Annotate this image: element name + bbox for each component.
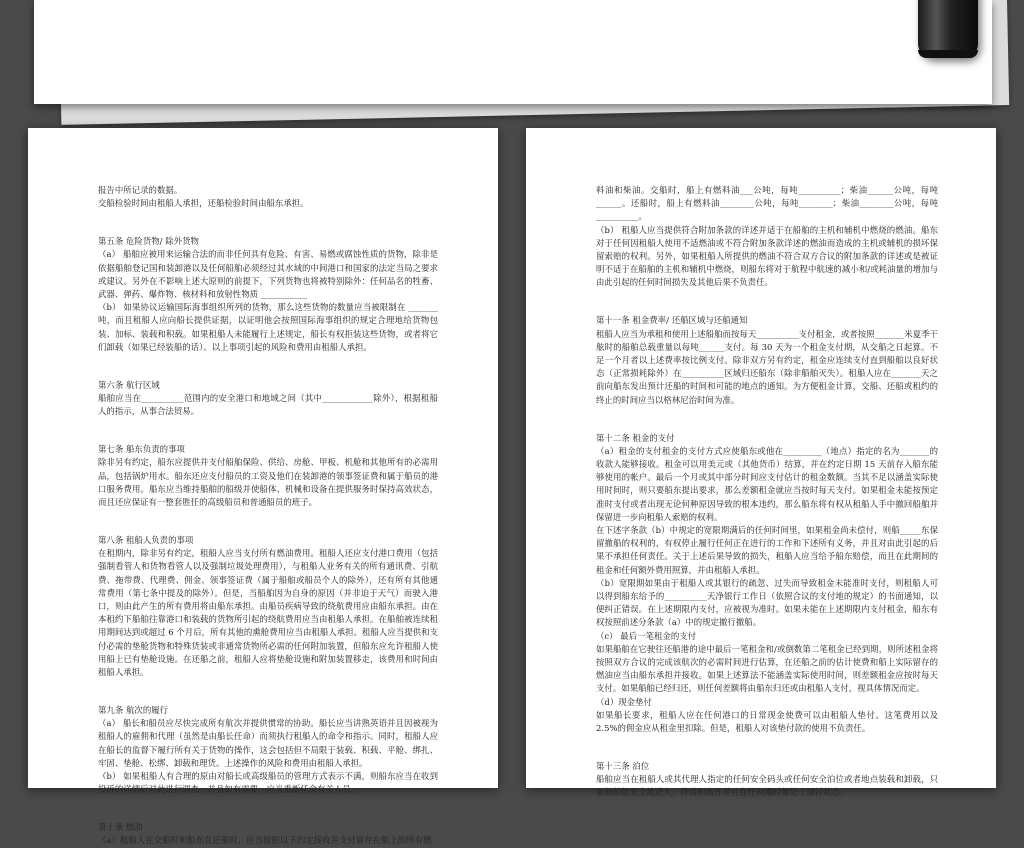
document-paragraph: 料油和柴油。交船时，船上有燃料油___公吨，每吨__________；柴油______公吨，每吨______。还船时，船上有燃料油________公吨，每吨________；柴油________公吨，每吨__________。 [596,185,938,222]
paragraph-spacer [98,362,438,370]
document-paragraph: 第九条 航次的履行 [98,705,169,715]
document-paragraph: （b） 租船人应当提供符合附加条款的详述并适于在船舶的主机和辅机中燃烧的燃油。船东对于任何因租船人使用不适燃油或不符合附加条款详述的燃油而造成的主机或辅机的损坏保留索赔的权利。另外，如果租船人所提供的燃油不符合双方合议的附加条款的详述或是被证明不适于在船舶的主机和辅机中燃烧，则船东将对于航程中航速的减小和/或耗油量的增加与由此引起的任何时间损失及其他后果不负责任。 [596,224,938,288]
document-page-left [28,128,498,846]
document-paragraph: 交船检验时间由租船人承担，还船检验时间由船东承担。 [98,198,309,209]
document-paragraph: 在租期内，除非另有约定，租船人应当支付所有燃油费用。租船人还应支付港口费用（包括强制看管人和货物看管人以及强制垃圾处理费用），与租船人业务有关的所有通讯费、引航费、拖带费、代理费、佣金、领事签证费（属于船舶或船员个人的除外），还有所有其他通常费用（第七条中提及的除外）。但是，当船舶因为自身的原因（并非迫于天气）而驶入港口，则由此产生的所有费用将由船东承担。由船员疾病导致的绕航费用应由船东承担。由在本租约下船舶往靠港口和装载的货物所引起的绕航费用应当由租船人承担。在船舶被连续租用期间达到或超过 6 个月后，所有其他的熏舱费用应当由租船人承担。租船人应当提供和支付必需的垫舱货物和特殊货装或非通常货物所必需的任何附加装置，但船东应允许租船人使用船上已有垫舱设施。在还船之前，租船人应将垫舱设施和附加装置移走，该费用和时间由租船人承担。 [98,548,438,678]
document-paragraph: 如果船舶在它驶往还船港的途中最后一笔租金和/或倒数第二笔租金已经到期，则所述租金将按照双方合议的完成该航次的必需时间进行估算，在还船之前的估计使费和船上实际留存的燃油应当由船东承担并接收。如果上述算法不能涵盖实际使用时间，则差额租金应按时每天支付。如果船舶已经归还，则任何差额将由船东归还或由租船人支付，视具体情况而定。 [596,643,938,694]
paragraph-spacer [596,415,938,423]
document-paragraph: （b）宽限期如果由于租船人或其银行的疏忽、过失而导致租金未能准时支付，则租船人可以得到船东给予的__________天净银行工作日（依照合议的支付地的规定）的书面通知，以便纠正错误。在上述期限内支付，应被视为准时。如果未能在上述期限内支付租金，船东有权按照前述分条款（a）中的规定撤行撤船。 [596,577,938,628]
paragraph-spacer [98,219,438,227]
document-paragraph: （c） 最后一笔租金的支付 [596,630,697,641]
document-paragraph: 船舶应当在__________范围内的安全港口和地域之间（其中____________除外），根据租船人的指示，从事合法贸易。 [98,393,438,417]
document-paragraph: （a） 船舶应被用来运输合法的而非任何具有危险、有害、易燃或腐蚀性质的货物，除非是依据船舶登记国和装卸港以及任何船舶必须经过其水域的中间港口和国家的法定当局之要求或建议。另外在不影响上述大原则的前提下，下列货物也将被特别除外：任何品名的牲畜、武器、弹药、爆炸物、核材料和放射性物质 ___________ [98,249,438,299]
document-paragraph: 第六条 航行区域 [98,379,160,390]
paragraph-spacer [596,298,938,306]
document-paragraph: 租船人应当为承租和使用上述船舶而按每天__________支付租金，或者按照_______米夏季干舷时的船舶总载重量以每吨______支付。每 30 天为一个租金支付期，从交船之日起算。不足一个月者以上述费率按比例支付。除非双方另有约定，租金应连续支付直到船舶以良好状态（正常损耗除外）在__________区域归还船东（除非船舶灭失）。租船人应在_______天之前向船东发出预计还船的时间和可能的地点的通知。为方便租金计算，交船、还船或租约的终止的时间应当以格林尼治时间为准。 [596,328,938,405]
document-paragraph: （b） 如果协议运输国际海事组织所列的货物，那么这些货物的数量应当被限制在 _______吨，而且租船人应向船长提供证据，以证明他会按照国际海事组织的规定合理地给货物包装、加标、装载和积载。如果租船人未能履行上述规定，船长有权拒装这些货物，或者将它们卸载（如果已经装船的话）。以上事项引起的风险和费用由租船人承担。 [98,302,438,352]
document-paragraph: 船舶应当在租船人或其代理人指定的任何安全码头或任何安全泊位或者地点装载和卸载，只要船舶能安全地进入、停泊和离开并且在任何潮时都处于漂浮状态。 [596,774,938,798]
document-paragraph: 第十三条 泊位 [596,761,650,772]
document-paragraph: （b） 如果租船人有合理的原由对船长或高级船员的管理方式表示不满，则船东应当在收到投诉的详情后对此进行调查。并且如有需要，应当重新任命有关人员。 [98,771,438,795]
document-paragraph: 第十一条 租金费率/ 还船区域与还船通知 [596,315,748,326]
document-paragraph: 如果船长要求，租船人应在任何港口的日常现金使费可以由租船人垫付。这笔费用以及 2.5%的佣金应从租金里扣除。但是，租船人对该垫付款的使用不负责任。 [596,709,938,734]
document-paragraph: （d）现金垫付 [596,696,652,707]
document-paragraph: 第五条 危险货物/ 除外货物 [98,236,199,247]
top-paper-sheet [34,0,992,104]
page-left-text [98,184,438,848]
paragraph-spacer [98,518,438,526]
document-page-right [526,128,996,798]
document-paragraph: （a） 船长和船员应尽快完成所有航次并提供惯常的协助。船长应当讲熟英语并且因被视为租船人的雇佣和代理（虽然是由船长任命）而须执行租船人的命令和指示。同时，租船人应在船长的监督下履行所有关于货物的操作，这会包括但不局限于装载、积载、平舱、绑扎、牢固、垫舱、松绑、卸载和理货。上述操作的风险和费用由租船人承担。 [98,718,438,768]
paragraph-spacer [98,427,438,435]
document-paragraph: 第十条 燃油 [98,822,143,833]
paragraph-spacer [596,744,938,752]
paragraph-spacer [98,688,438,696]
document-paragraph: 除非另有约定，船东应提供并支付船舶保险、供给、房舱、甲板、机舱和其他所有的必需用品，包括锅炉用水。船东还应支付船员的工资及他们在装卸港的领事签证费和属于船员的港口服务费用。船东应当维持船舶的船级并使船体、机械和设备在提供服务时保持高效状态，而且还应保证有一整套胜任的高级船员和普通船员的班子。 [98,457,438,507]
pen-cap-decoration [918,0,978,58]
document-paragraph: （a）租金的支付租金的支付方式应使船东或他在_________（地点）指定的名为_______的收款人能够接收。租金可以用美元或（其他货币）结算，并在约定日期 15 天前存入船东能够使用的帐户。最后一个月或其中部分时间应支付估计的租金数额。当其不足以涵盖实际使用时间时，则只要船东提出要求，那么差额租金就应当按时每天支付。如果租金未能按预定准时支付或者出现无论何种原因导致的根本违约，那么船东将有权从租船人手中撤回船舶并保留进一步向租船人索赔的权利。 [596,445,938,522]
page-right-text [596,184,938,800]
document-paragraph: （a）租船人在交船时和船东在还船时，应当按照以下约定接收并支付留存在船上的所有燃 [98,835,432,846]
document-paragraph: 第七条 船东负责的事项 [98,444,185,455]
document-paragraph: 第十二条 租金的支付 [596,432,675,443]
document-paragraph: 在下述字条款（b）中规定的宽限期满后的任何时间里，如果租金尚未偿付，则船_____东保留撤船的权利的，有权停止履行任何正在进行的工作和下述所有义务，并且对由此引起的后果不承担任何责任。关于上述后果导致的损失，租船人应当给予船东赔偿，而且在此期间的租金和任何额外费用照算，并由租船人承担。 [596,525,938,575]
document-paragraph: 第八条 租船人负责的事项 [98,534,194,545]
document-paragraph: 报告中所记录的数据。 [98,185,183,195]
paragraph-spacer [98,805,438,813]
